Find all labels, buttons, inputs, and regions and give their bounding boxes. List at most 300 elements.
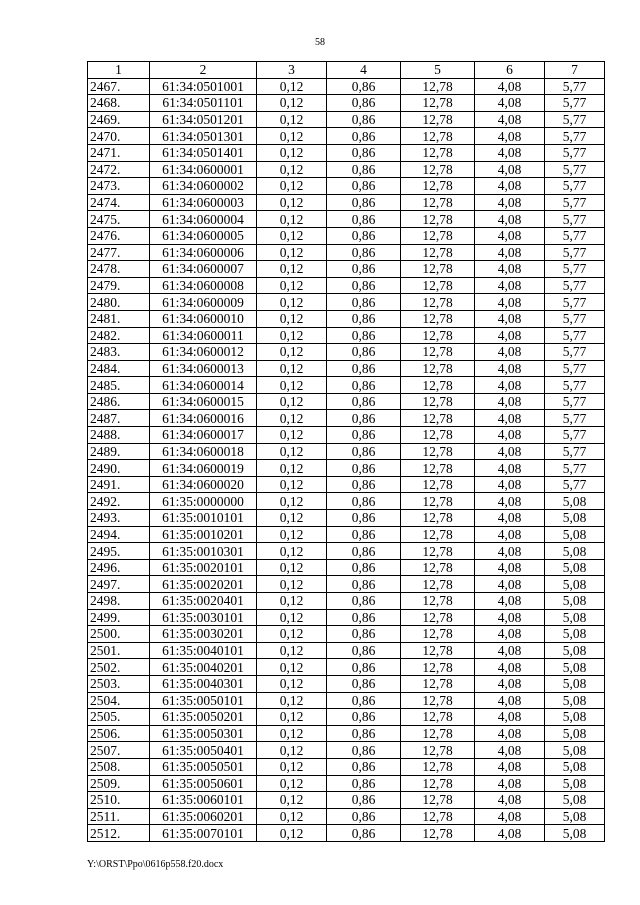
table-cell: 0,12 [257,725,327,742]
table-row [88,95,605,112]
table-row [88,593,605,610]
table-cell: 5,77 [545,476,605,493]
table-row [88,792,605,809]
table-cell: 5,77 [545,344,605,361]
table-cell: 61:35:0040101 [150,642,257,659]
table-cell: 4,08 [475,576,545,593]
table-cell: 4,08 [475,244,545,261]
table-cell: 12,78 [401,825,475,842]
row-number-cell: 2476. [88,227,150,244]
table-cell: 0,86 [327,609,401,626]
row-number-cell: 2504. [88,692,150,709]
table-row [88,559,605,576]
table-cell: 61:34:0600009 [150,294,257,311]
row-number-cell: 2510. [88,792,150,809]
table-cell: 12,78 [401,808,475,825]
table-row [88,675,605,692]
table-cell: 4,08 [475,194,545,211]
table-cell: 12,78 [401,576,475,593]
table-cell: 4,08 [475,161,545,178]
row-number-cell: 2496. [88,559,150,576]
table-row [88,576,605,593]
table-cell: 5,77 [545,161,605,178]
table-cell: 0,86 [327,543,401,560]
table-cell: 4,08 [475,95,545,112]
table-cell: 0,12 [257,261,327,278]
table-cell: 61:34:0600019 [150,460,257,477]
row-number-cell: 2495. [88,543,150,560]
table-cell: 4,08 [475,675,545,692]
row-number-cell: 2511. [88,808,150,825]
table-cell: 12,78 [401,593,475,610]
table-row [88,543,605,560]
table-cell: 0,12 [257,443,327,460]
table-cell: 5,08 [545,559,605,576]
row-number-cell: 2471. [88,144,150,161]
table-cell: 61:35:0020201 [150,576,257,593]
column-header: 5 [401,62,475,79]
table-row [88,78,605,95]
table-row [88,377,605,394]
table-cell: 5,08 [545,609,605,626]
table-cell: 0,86 [327,675,401,692]
table-cell: 0,86 [327,393,401,410]
table-cell: 12,78 [401,244,475,261]
table-cell: 4,08 [475,543,545,560]
row-number-cell: 2487. [88,410,150,427]
table-cell: 4,08 [475,144,545,161]
table-cell: 12,78 [401,460,475,477]
table-row [88,211,605,228]
table-cell: 0,12 [257,244,327,261]
row-number-cell: 2493. [88,510,150,527]
table-row [88,178,605,195]
table-cell: 61:35:0050501 [150,758,257,775]
table-cell: 0,12 [257,642,327,659]
table-cell: 0,12 [257,742,327,759]
row-number-cell: 2484. [88,360,150,377]
table-cell: 12,78 [401,261,475,278]
table-cell: 5,08 [545,526,605,543]
table-cell: 0,86 [327,559,401,576]
table-cell: 61:35:0050201 [150,709,257,726]
table-cell: 12,78 [401,626,475,643]
table-row [88,194,605,211]
table-cell: 0,86 [327,642,401,659]
table-row [88,825,605,842]
table-cell: 61:35:0050301 [150,725,257,742]
row-number-cell: 2497. [88,576,150,593]
table-cell: 12,78 [401,758,475,775]
table-cell: 12,78 [401,95,475,112]
row-number-cell: 2479. [88,277,150,294]
table-cell: 4,08 [475,128,545,145]
table-cell: 61:34:0600011 [150,327,257,344]
table-cell: 4,08 [475,526,545,543]
table-cell: 4,08 [475,78,545,95]
table-cell: 0,12 [257,277,327,294]
table-cell: 61:35:0010101 [150,510,257,527]
table-cell: 12,78 [401,377,475,394]
table-row [88,692,605,709]
row-number-cell: 2480. [88,294,150,311]
table-cell: 4,08 [475,476,545,493]
table-cell: 12,78 [401,725,475,742]
table-cell: 0,12 [257,510,327,527]
table-cell: 0,86 [327,344,401,361]
table-cell: 5,08 [545,692,605,709]
table-cell: 0,86 [327,775,401,792]
table-cell: 4,08 [475,377,545,394]
table-cell: 12,78 [401,792,475,809]
table-row [88,609,605,626]
table-cell: 4,08 [475,327,545,344]
table-cell: 12,78 [401,227,475,244]
table-cell: 5,77 [545,410,605,427]
table-cell: 0,86 [327,792,401,809]
table-cell: 61:34:0600010 [150,310,257,327]
table-cell: 12,78 [401,310,475,327]
table-cell: 12,78 [401,178,475,195]
table-cell: 5,08 [545,642,605,659]
table-cell: 0,12 [257,327,327,344]
table-cell: 0,12 [257,775,327,792]
table-cell: 5,77 [545,443,605,460]
table-cell: 12,78 [401,128,475,145]
row-number-cell: 2490. [88,460,150,477]
table-cell: 0,12 [257,808,327,825]
table-row [88,227,605,244]
table-cell: 5,08 [545,792,605,809]
table-cell: 0,86 [327,227,401,244]
row-number-cell: 2483. [88,344,150,361]
table-cell: 61:35:0040201 [150,659,257,676]
table-row [88,742,605,759]
table-cell: 0,86 [327,443,401,460]
table-cell: 0,12 [257,377,327,394]
table-cell: 4,08 [475,742,545,759]
table-cell: 61:35:0050101 [150,692,257,709]
table-cell: 12,78 [401,526,475,543]
table-cell: 5,77 [545,310,605,327]
page-number: 58 [315,37,325,48]
table-cell: 4,08 [475,443,545,460]
table-cell: 0,86 [327,825,401,842]
table-cell: 5,08 [545,709,605,726]
table-row [88,144,605,161]
table-cell: 12,78 [401,675,475,692]
table-cell: 0,86 [327,261,401,278]
table-row [88,161,605,178]
table-cell: 61:34:0501101 [150,95,257,112]
table-cell: 61:35:0030201 [150,626,257,643]
row-number-cell: 2500. [88,626,150,643]
row-number-cell: 2492. [88,493,150,510]
table-cell: 61:34:0600013 [150,360,257,377]
table-cell: 0,12 [257,393,327,410]
table-cell: 61:34:0501401 [150,144,257,161]
table-cell: 4,08 [475,360,545,377]
row-number-cell: 2467. [88,78,150,95]
table-cell: 4,08 [475,310,545,327]
table-row [88,642,605,659]
table-cell: 0,12 [257,178,327,195]
table-cell: 0,12 [257,78,327,95]
table-cell: 61:34:0600005 [150,227,257,244]
row-number-cell: 2485. [88,377,150,394]
column-header: 4 [327,62,401,79]
table-cell: 0,12 [257,675,327,692]
table-cell: 61:34:0501301 [150,128,257,145]
table-cell: 5,77 [545,128,605,145]
table-cell: 5,77 [545,427,605,444]
table-cell: 61:34:0600014 [150,377,257,394]
table-cell: 0,86 [327,310,401,327]
table-cell: 12,78 [401,144,475,161]
table-cell: 4,08 [475,261,545,278]
table-cell: 0,86 [327,427,401,444]
table-cell: 0,86 [327,659,401,676]
table-cell: 61:34:0600004 [150,211,257,228]
table-cell: 0,12 [257,543,327,560]
row-number-cell: 2478. [88,261,150,278]
table-cell: 0,86 [327,626,401,643]
table-row [88,659,605,676]
table-cell: 12,78 [401,659,475,676]
table-cell: 4,08 [475,510,545,527]
table-cell: 12,78 [401,410,475,427]
table-cell: 5,08 [545,493,605,510]
table-cell: 0,12 [257,344,327,361]
table-cell: 4,08 [475,410,545,427]
table-cell: 61:35:0060201 [150,808,257,825]
table-cell: 5,08 [545,725,605,742]
table-cell: 5,08 [545,775,605,792]
table-cell: 4,08 [475,427,545,444]
table-cell: 12,78 [401,775,475,792]
table-cell: 0,86 [327,111,401,128]
table-cell: 4,08 [475,493,545,510]
table-cell: 0,12 [257,111,327,128]
table-cell: 0,86 [327,576,401,593]
table-cell: 5,77 [545,277,605,294]
row-number-cell: 2488. [88,427,150,444]
table-cell: 12,78 [401,742,475,759]
footer-file-path: Y:\ORST\Ppo\0616p558.f20.docx [87,859,224,870]
row-number-cell: 2499. [88,609,150,626]
table-cell: 4,08 [475,593,545,610]
table-cell: 61:35:0060101 [150,792,257,809]
table-cell: 12,78 [401,294,475,311]
table-cell: 61:35:0010301 [150,543,257,560]
row-number-cell: 2502. [88,659,150,676]
table-cell: 12,78 [401,78,475,95]
row-number-cell: 2507. [88,742,150,759]
table-cell: 5,77 [545,360,605,377]
table-cell: 0,12 [257,576,327,593]
row-number-cell: 2468. [88,95,150,112]
table-row [88,111,605,128]
table-cell: 12,78 [401,360,475,377]
row-number-cell: 2503. [88,675,150,692]
table-cell: 5,77 [545,327,605,344]
table-cell: 4,08 [475,393,545,410]
row-number-cell: 2494. [88,526,150,543]
table-cell: 5,08 [545,576,605,593]
row-number-cell: 2506. [88,725,150,742]
row-number-cell: 2498. [88,593,150,610]
table-cell: 0,12 [257,144,327,161]
table-cell: 12,78 [401,344,475,361]
table-row [88,310,605,327]
table-cell: 0,86 [327,178,401,195]
table-row [88,626,605,643]
table-cell: 4,08 [475,775,545,792]
table-cell: 5,08 [545,626,605,643]
data-table [87,61,605,842]
table-cell: 0,12 [257,211,327,228]
row-number-cell: 2489. [88,443,150,460]
table-row [88,526,605,543]
table-cell: 0,86 [327,78,401,95]
table-cell: 61:35:0040301 [150,675,257,692]
table-cell: 12,78 [401,476,475,493]
table-cell: 5,08 [545,675,605,692]
table-cell: 61:34:0501001 [150,78,257,95]
table-row [88,725,605,742]
table-cell: 0,86 [327,377,401,394]
table-cell: 12,78 [401,211,475,228]
table-cell: 0,86 [327,692,401,709]
table-cell: 61:34:0600001 [150,161,257,178]
table-cell: 12,78 [401,493,475,510]
column-header: 6 [475,62,545,79]
table-cell: 0,12 [257,95,327,112]
row-number-cell: 2508. [88,758,150,775]
table-cell: 4,08 [475,227,545,244]
table-cell: 5,08 [545,808,605,825]
table-cell: 4,08 [475,111,545,128]
table-cell: 0,86 [327,327,401,344]
column-header: 2 [150,62,257,79]
table-cell: 61:35:0020101 [150,559,257,576]
table-row [88,709,605,726]
table-cell: 0,86 [327,294,401,311]
table-cell: 5,77 [545,78,605,95]
table-cell: 0,12 [257,310,327,327]
table-cell: 61:35:0070101 [150,825,257,842]
row-number-cell: 2501. [88,642,150,659]
table-cell: 0,86 [327,161,401,178]
table-cell: 61:35:0050601 [150,775,257,792]
table-cell: 0,12 [257,294,327,311]
column-header: 1 [88,62,150,79]
table-cell: 4,08 [475,460,545,477]
table-cell: 0,12 [257,758,327,775]
table-cell: 0,12 [257,493,327,510]
table-row [88,128,605,145]
table-cell: 61:34:0600015 [150,393,257,410]
table-row [88,775,605,792]
table-cell: 0,86 [327,526,401,543]
table-row [88,460,605,477]
table-cell: 0,86 [327,410,401,427]
table-row [88,294,605,311]
table-cell: 4,08 [475,725,545,742]
table-cell: 5,77 [545,393,605,410]
row-number-cell: 2469. [88,111,150,128]
table-cell: 4,08 [475,344,545,361]
table-cell: 61:34:0600003 [150,194,257,211]
table-cell: 4,08 [475,609,545,626]
table-cell: 0,12 [257,161,327,178]
table-row [88,493,605,510]
row-number-cell: 2481. [88,310,150,327]
table-cell: 0,86 [327,360,401,377]
table-cell: 5,77 [545,294,605,311]
table-cell: 0,12 [257,227,327,244]
table-cell: 0,86 [327,95,401,112]
table-cell: 12,78 [401,327,475,344]
table-cell: 12,78 [401,111,475,128]
table-cell: 0,86 [327,244,401,261]
table-cell: 4,08 [475,808,545,825]
table-row [88,393,605,410]
row-number-cell: 2482. [88,327,150,344]
table-cell: 5,08 [545,593,605,610]
table-cell: 61:35:0000000 [150,493,257,510]
table-cell: 61:34:0501201 [150,111,257,128]
table-row [88,758,605,775]
header-row [88,62,605,79]
table-cell: 0,86 [327,808,401,825]
table-cell: 5,77 [545,244,605,261]
table-cell: 12,78 [401,393,475,410]
table-cell: 0,12 [257,410,327,427]
table-cell: 61:35:0050401 [150,742,257,759]
table-row [88,476,605,493]
table-row [88,510,605,527]
table-cell: 4,08 [475,559,545,576]
table-cell: 0,86 [327,742,401,759]
table-cell: 4,08 [475,659,545,676]
table-cell: 5,77 [545,227,605,244]
table-cell: 0,86 [327,510,401,527]
table-cell: 5,77 [545,261,605,278]
table-cell: 0,86 [327,476,401,493]
table-cell: 0,12 [257,593,327,610]
table-cell: 0,86 [327,758,401,775]
table-cell: 0,12 [257,559,327,576]
table-cell: 61:34:0600018 [150,443,257,460]
table-cell: 0,86 [327,709,401,726]
table-cell: 0,12 [257,526,327,543]
table-row [88,261,605,278]
table-row [88,327,605,344]
table-cell: 5,08 [545,758,605,775]
table-cell: 61:34:0600006 [150,244,257,261]
table-cell: 0,12 [257,792,327,809]
table-cell: 5,77 [545,178,605,195]
table-row [88,443,605,460]
table-cell: 5,77 [545,194,605,211]
table-row [88,410,605,427]
table-cell: 12,78 [401,161,475,178]
table-cell: 61:34:0600016 [150,410,257,427]
column-header: 3 [257,62,327,79]
table-cell: 5,77 [545,377,605,394]
table-cell: 12,78 [401,194,475,211]
